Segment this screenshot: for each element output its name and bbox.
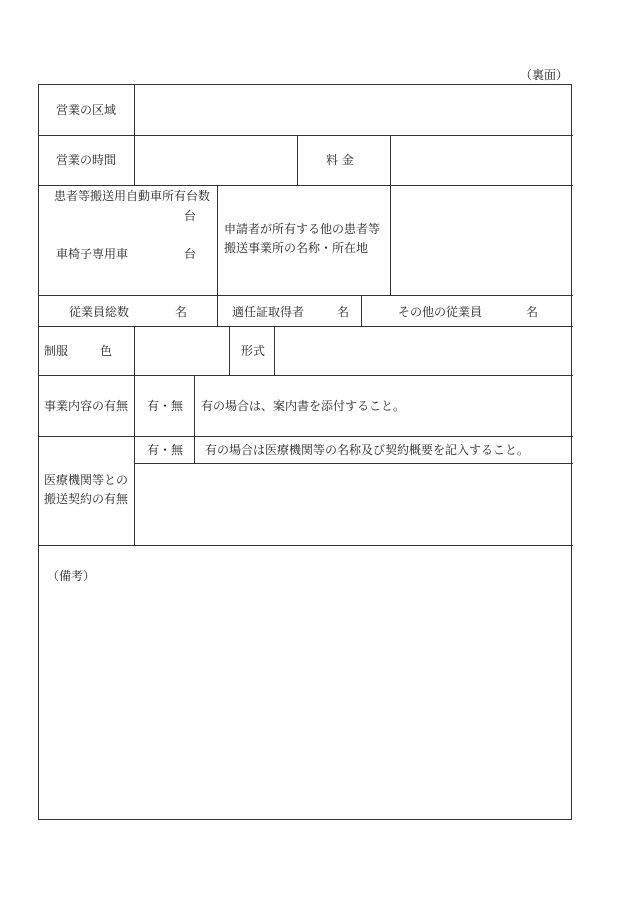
row-divider: [39, 295, 573, 296]
medical-contract-label-line2: 搬送契約の有無: [44, 492, 129, 506]
fee-label: 料 金: [326, 153, 354, 167]
vehicle-unit: 台: [184, 209, 197, 223]
wheelchair-unit: 台: [184, 247, 197, 261]
column-divider: [274, 326, 275, 375]
uniform-label: 制服: [44, 344, 69, 358]
hours-label: 営業の時間: [56, 153, 117, 167]
application-form-back: [38, 84, 572, 820]
column-divider: [361, 295, 362, 326]
qualified-staff-label: 適任証取得者: [232, 305, 305, 319]
column-divider: [134, 326, 135, 375]
row-divider: [39, 436, 573, 437]
other-office-label-line2: 搬送事業所の名称・所在地: [224, 241, 369, 255]
vehicle-count-label: 患者等搬送用自動車所有台数: [54, 189, 211, 203]
qualified-staff-unit: 名: [337, 305, 350, 319]
row-divider: [39, 375, 573, 376]
business-guide-label: 事業内容の有無: [44, 399, 129, 413]
column-divider: [134, 85, 135, 185]
medical-contract-label-line1: 医療機関等との: [44, 473, 129, 487]
total-staff-label: 従業員総数: [69, 305, 130, 319]
column-divider: [229, 326, 230, 375]
page-side-label: （裏面）: [519, 68, 568, 82]
medical-contract-yes-no: 有・無: [147, 443, 184, 457]
column-divider: [134, 375, 135, 545]
row-divider: [39, 185, 573, 186]
column-divider: [194, 375, 195, 463]
other-office-label-line1: 申請者が所有する他の患者等: [224, 222, 381, 236]
column-divider: [390, 135, 391, 295]
business-guide-yes-no: 有・無: [147, 399, 184, 413]
row-divider: [134, 463, 573, 464]
total-staff-unit: 名: [175, 305, 188, 319]
row-divider: [39, 135, 573, 136]
area-label: 営業の区域: [56, 103, 117, 117]
uniform-style-label: 形式: [241, 344, 266, 358]
business-guide-note: 有の場合は、案内書を添付すること。: [201, 399, 406, 413]
column-divider: [297, 135, 298, 185]
other-staff-unit: 名: [526, 305, 539, 319]
remarks-label: （備考）: [47, 569, 96, 583]
wheelchair-label: 車椅子専用車: [56, 247, 129, 261]
row-divider: [39, 545, 573, 546]
uniform-color-label: 色: [100, 344, 113, 358]
row-divider: [39, 326, 573, 327]
column-divider: [217, 185, 218, 326]
other-staff-label: その他の従業員: [398, 305, 483, 319]
medical-contract-note: 有の場合は医療機関等の名称及び契約概要を記入すること。: [205, 443, 530, 457]
